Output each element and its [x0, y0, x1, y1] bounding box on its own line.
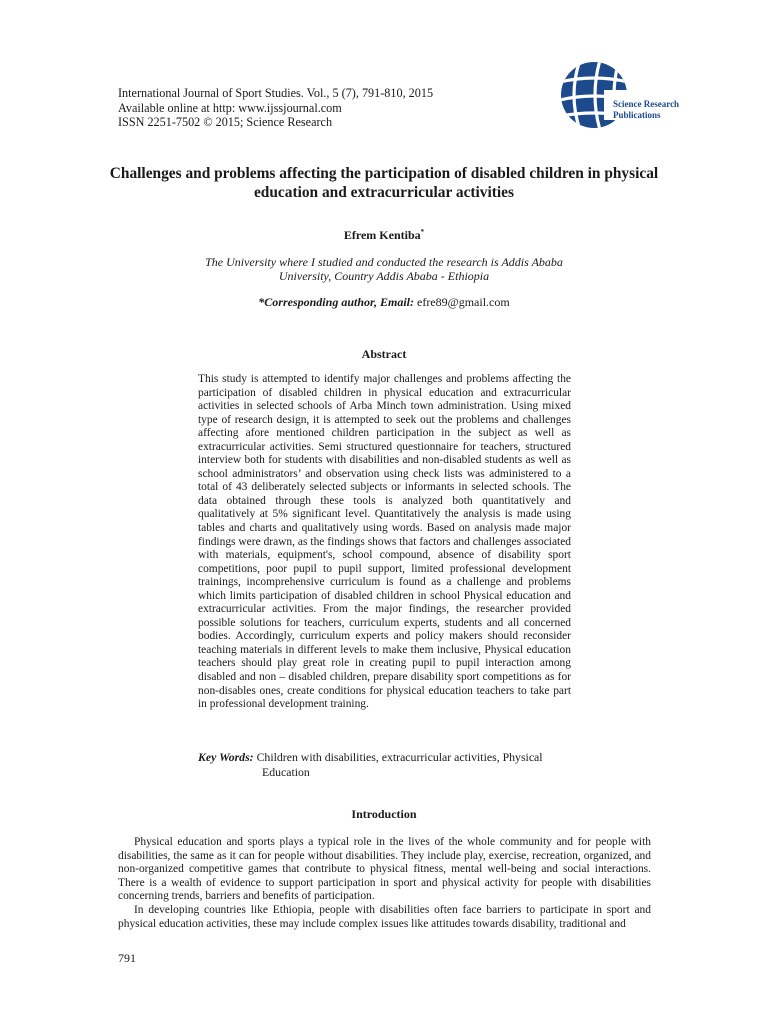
journal-citation: International Journal of Sport Studies. Vol., 5 (7), 791-810, 2015 [118, 86, 434, 100]
abstract-text: This study is attempted to identify major challenges and problems affecting the participation of disabled children in physical education and extracurricular activities in selected schools of Arba Minch town administration. Using mixed type of research design, it is attempted to seek out the problems and challenges affecting afore mentioned children participation in the subject as well as extracurricular activities. Semi structured questionnaire for teachers, structured interview both for students with disabilities and non-disabled students as well as school administrators’ and observation using check lists was administered to a total of 43 deliberately selected subjects or informants in selected schools. The data obtained through these tools is analyzed both quantitatively and qualitatively at 5% significant level. Quantitatively the analysis is made using tables and charts and qualitatively using words. Based on analysis made major findings were drawn, as the findings shows that factors and challenges associated with materials, equipment's, school compound, absence of disability sport competitions, poor pupil to pupil support, limited professional development trainings, incomprehensive curriculum is found as a challenge and problems which limits participation of disabled children in school Physical education and extracurricular activities. From the major findings, the researcher provided possible solutions for teachers, curriculum experts, students and all concerned bodies. Accordingly, curriculum experts and policy makers should reconsider teaching materials in different levels to make them inclusive, Physical education teachers should play great role in creating pupil to pupil interaction among disabled and non – disabled children, prepare disability sport competitions as for non-disables ones, create conditions for physical education teachers to take part in professional development training. [198, 373, 571, 711]
introduction-heading: Introduction [351, 807, 417, 821]
corresponding-author [0, 295, 768, 310]
author [0, 228, 768, 243]
keywords [198, 750, 571, 779]
paper-title: Challenges and problems affecting the participation of disabled children in physical education and extracurricular activities [109, 165, 659, 201]
keywords-line-2: Education [262, 764, 310, 779]
publisher-logo [558, 52, 688, 138]
affiliation: The University where I studied and conducted the research is Addis Ababa University, Country Addis Ababa - Ethiopia [205, 255, 563, 283]
journal-info [118, 86, 433, 130]
page-number: 791 [118, 951, 136, 965]
logo-line-2: Publications [613, 110, 661, 120]
journal-issn: ISSN 2251-7502 © 2015; Science Research [118, 115, 333, 130]
author-name: Efrem Kentiba [343, 228, 421, 242]
keywords-label: Key Words: [198, 750, 254, 764]
keywords-line-1: Children with disabilities, extracurricular activities, Physical [256, 750, 543, 764]
journal-online-url: Available online at http: www.ijssjournal.com [118, 100, 342, 115]
logo-line-1: Science Research [613, 99, 680, 109]
corresponding-label: *Corresponding author, Email: [258, 295, 415, 309]
corresponding-email[interactable]: efre89@gmail.com [417, 295, 510, 309]
introduction-paragraph: In developing countries like Ethiopia, people with disabilities often face barriers to participate in sport and physical education activities, these may include complex issues like attitudes towards disability, traditional and [118, 903, 651, 930]
publisher-logo-text [613, 99, 679, 121]
author-mark: * [420, 228, 425, 236]
introduction-body [118, 836, 651, 931]
introduction-paragraph: Physical education and sports plays a typical role in the lives of the whole community and for people with disabilities, the same as it can for people without disabilities. They include play, exercise, recreation, organized, and non-organized competitive games that contribute to physical fitness, mental well-being and social interactions. There is a wealth of evidence to support participation in sport and physical activity for people with disabilities concerning trends, barriers and benefits of participation. [118, 836, 651, 903]
abstract-heading: Abstract [361, 347, 407, 361]
globe-icon [558, 52, 630, 138]
